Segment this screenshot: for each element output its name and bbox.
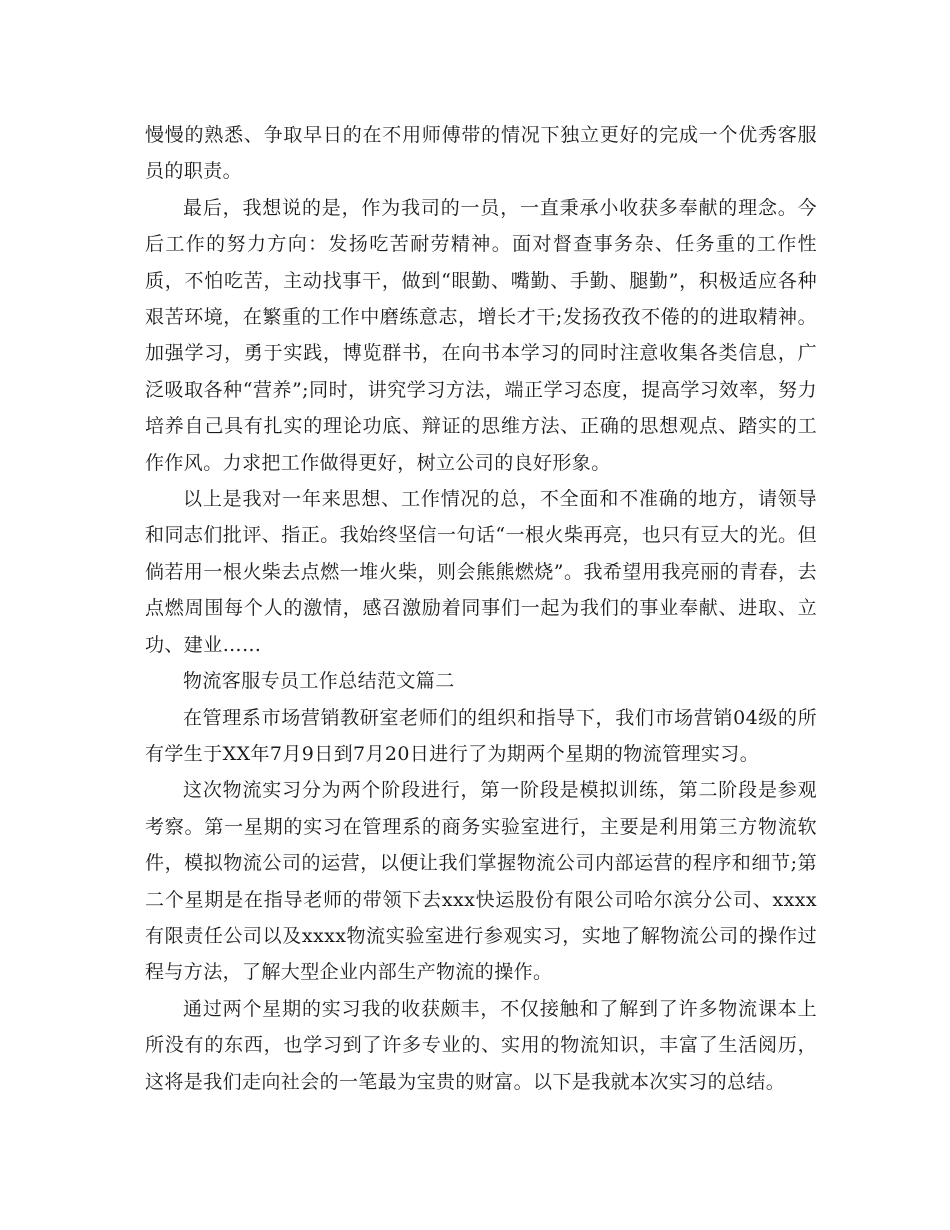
paragraph-closing: 以上是我对一年来思想、工作情况的总，不全面和不准确的地方，请领导和同志们批评、指正。我始终坚信一句话“一根火柴再亮，也只有豆大的光。但倘若用一根火柴去点燃一堆火柴，则会熊熊燃烧”。我希望用我亮丽的青春，去点燃周围每个人的激情，感召激励着同事们一起为我们的事业奉献、进取、立功、建业…… [145, 488, 817, 656]
paragraph-stages: 这次物流实习分为两个阶段进行，第一阶段是模拟训练，第二阶段是参观考察。第一星期的实习在管理系的商务实验室进行，主要是利用第三方物流软件，模拟物流公司的运营，以便让我们掌握物流公司内部运营的程序和细节;第二个星期是在指导老师的带领下去xxx快运股份有限公司哈尔滨分公司、xxxx有限责任公司以及xxxx物流实验室进行参观实习，实地了解物流公司的操作过程与方法，了解大型企业内部生产物流的操作。 [145, 779, 817, 984]
section-title: 物流客服专员工作总结范文篇二 [183, 670, 455, 693]
paragraph-continuation: 慢慢的熟悉、争取早日的在不用师傅带的情况下独立更好的完成一个优秀客服员的职责。 [145, 124, 817, 183]
paragraph-gains: 通过两个星期的实习我的收获颇丰，不仅接触和了解到了许多物流课本上所没有的东西，也学习到了许多专业的、实用的物流知识，丰富了生活阅历，这将是我们走向社会的一笔最为宝贵的财富。以下是我就本次实习的总结。 [145, 997, 817, 1093]
document-body [145, 117, 817, 1100]
paragraph-intro: 在管理系市场营销教研室老师们的组织和指导下，我们市场营销04级的所有学生于XX年7月9日到7月20日进行了为期两个星期的物流管理实习。 [145, 706, 817, 765]
paragraph-conclusion: 最后，我想说的是，作为我司的一员，一直秉承小收获多奉献的理念。今后工作的努力方向：发扬吃苦耐劳精神。面对督查事务杂、任务重的工作性质，不怕吃苦，主动找事干，做到“眼勤、嘴勤、手勤、腿勤”，积极适应各种艰苦环境，在繁重的工作中磨练意志，增长才干;发扬孜孜不倦的的进取精神。加强学习，勇于实践，博览群书，在向书本学习的同时注意收集各类信息，广泛吸取各种“营养”;同时，讲究学习方法，端正学习态度，提高学习效率，努力培养自己具有扎实的理论功底、辩证的思维方法、正确的思想观点、踏实的工作作风。力求把工作做得更好，树立公司的良好形象。 [145, 196, 817, 474]
